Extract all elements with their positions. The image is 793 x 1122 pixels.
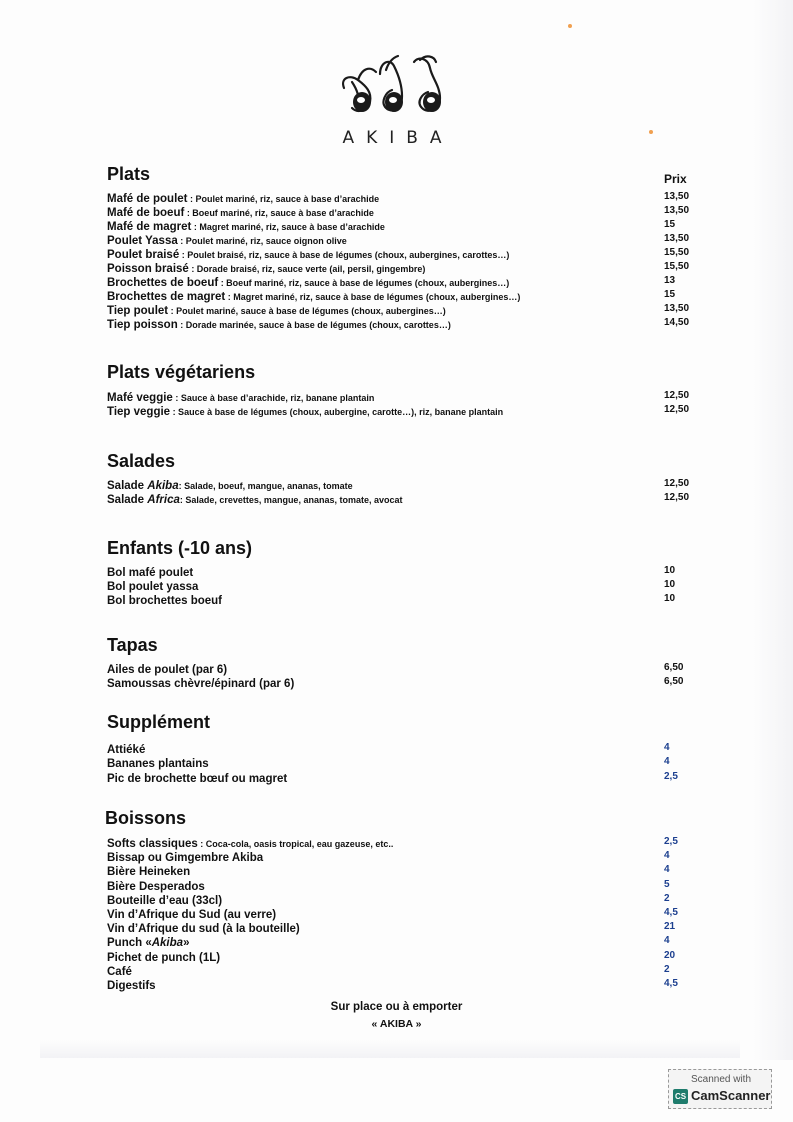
menu-item — [107, 276, 707, 290]
item-price: 13,50 — [664, 205, 690, 216]
menu-item — [107, 979, 707, 993]
item-name: Poulet Yassa — [107, 235, 178, 247]
item-price: 10 — [664, 593, 676, 604]
menu-item — [107, 493, 707, 507]
item-price: 13 — [664, 275, 676, 286]
item-price: 10 — [664, 579, 676, 590]
item-name: Vin d’Afrique du Sud (au verre) — [107, 909, 277, 921]
item-name: Salade — [107, 480, 148, 492]
item-description: : Sauce à base de légumes (choux, aubergine, carotte…), riz, banane plantain — [170, 407, 504, 417]
section-title-plats: Plats — [107, 164, 151, 184]
menu-item — [107, 234, 707, 248]
item-price: 12,50 — [664, 390, 690, 401]
item-price: 4,5 — [664, 907, 678, 918]
item-price: 4 — [664, 850, 670, 861]
menu-item — [107, 479, 707, 493]
item-price: 15 — [664, 289, 676, 300]
item-name: Bissap ou Gimgembre Akiba — [107, 852, 264, 864]
camscanner-watermark — [668, 1069, 772, 1109]
menu-item — [107, 262, 707, 276]
item-name: Ailes de poulet (par 6) — [107, 664, 228, 676]
section-title-tapas: Tapas — [107, 635, 158, 655]
item-name: Attiéké — [107, 744, 146, 756]
menu-item — [107, 880, 707, 894]
item-name: Poulet braisé — [107, 249, 180, 261]
menu-item — [107, 757, 707, 771]
section-title-salades: Salades — [107, 451, 176, 471]
item-description: : Sauce à base d’arachide, riz, banane plantain — [172, 393, 375, 403]
item-description: : Dorade braisé, riz, sauce verte (ail, persil, gingembre) — [188, 264, 426, 274]
scan-speck — [568, 24, 572, 28]
menu-item — [107, 922, 707, 936]
item-price: 12,50 — [664, 492, 690, 503]
item-name: Bière Heineken — [107, 866, 191, 878]
menu-item — [107, 220, 707, 234]
item-description: : Poulet mariné, riz, sauce à base d’arachide — [187, 194, 380, 204]
item-price: 13,50 — [664, 303, 690, 314]
item-price: 15 — [664, 219, 676, 230]
item-price: 2,5 — [664, 771, 678, 782]
menu-item — [107, 908, 707, 922]
menu-item — [107, 936, 707, 950]
item-price: 15,50 — [664, 247, 690, 258]
item-name: Bière Desperados — [107, 881, 205, 893]
item-price: 20 — [664, 950, 676, 961]
item-name: Mafé veggie — [107, 392, 173, 404]
scan-speck — [649, 130, 653, 134]
menu-item — [107, 865, 707, 879]
item-description: : Poulet mariné, riz, sauce oignon olive — [177, 236, 347, 246]
scan-edge-shadow — [753, 0, 793, 1060]
item-price: 13,50 — [664, 191, 690, 202]
camscanner-logo-icon: CS — [673, 1089, 688, 1104]
item-price: 4 — [664, 742, 670, 753]
item-name: Softs classiques — [107, 838, 198, 850]
item-price: 6,50 — [664, 676, 684, 687]
item-description: : Poulet braisé, riz, sauce à base de légumes (choux, aubergines, carottes…) — [179, 250, 510, 260]
item-name: Vin d’Afrique du sud (à la bouteille) — [107, 923, 300, 935]
item-description: : Dorade marinée, sauce à base de légumes (choux, carottes…) — [177, 320, 451, 330]
watermark-caption: Scanned with — [690, 1074, 752, 1085]
menu-item — [107, 965, 707, 979]
menu-item — [107, 663, 707, 677]
item-name: Punch « — [107, 937, 152, 949]
menu-item — [107, 580, 707, 594]
item-price: 4 — [664, 864, 670, 875]
item-name: Salade — [107, 494, 148, 506]
section-title-vegetariens: Plats végétariens — [107, 362, 256, 382]
section-title-supplement: Supplément — [107, 712, 211, 732]
menu-item — [107, 837, 707, 851]
watermark-brand: CamScanner — [691, 1088, 771, 1103]
item-name: Bananes plantains — [107, 758, 209, 770]
item-name: Brochettes de boeuf — [107, 277, 219, 289]
item-price: 13,50 — [664, 233, 690, 244]
item-description: : Boeuf mariné, riz, sauce à base de légumes (choux, aubergines…) — [218, 278, 510, 288]
menu-item — [107, 677, 707, 691]
menu-item — [107, 192, 707, 206]
menu-item — [107, 206, 707, 220]
menu-item — [107, 894, 707, 908]
section-title-enfants: Enfants (-10 ans) — [107, 538, 253, 558]
item-description: : Coca-cola, oasis tropical, eau gazeuse, etc.. — [197, 839, 394, 849]
item-name-suffix: » — [183, 937, 190, 949]
item-name-italic: Akiba — [147, 480, 179, 492]
item-name: Mafé de poulet — [107, 193, 188, 205]
menu-item — [107, 594, 707, 608]
menu-item — [107, 405, 707, 419]
menu-item — [107, 566, 707, 580]
item-description: : Poulet mariné, sauce à base de légumes (choux, aubergines…) — [168, 306, 446, 316]
item-price: 4 — [664, 756, 670, 767]
item-name: Bouteille d’eau (33cl) — [107, 895, 223, 907]
item-name: Pic de brochette bœuf ou magret — [107, 773, 288, 785]
item-description: : Boeuf mariné, riz, sauce à base d’arachide — [184, 208, 374, 218]
item-name: Digestifs — [107, 980, 156, 992]
item-name: Samoussas chèvre/épinard (par 6) — [107, 678, 295, 690]
item-price: 10 — [664, 565, 676, 576]
menu-item — [107, 772, 707, 786]
item-price: 12,50 — [664, 404, 690, 415]
brand-name: AKIBA — [342, 128, 454, 148]
menu-item — [107, 304, 707, 318]
item-price: 15,50 — [664, 261, 690, 272]
menu-item — [107, 391, 707, 405]
akiba-logo-icon — [336, 52, 456, 124]
item-name: Pichet de punch (1L) — [107, 952, 221, 964]
item-name: Tiep poulet — [107, 305, 169, 317]
item-description: : Magret mariné, riz, sauce à base de légumes (choux, aubergines…) — [225, 292, 521, 302]
item-name: Poisson braisé — [107, 263, 189, 275]
item-name: Mafé de magret — [107, 221, 192, 233]
item-name-italic: Africa — [147, 494, 180, 506]
menu-item — [107, 248, 707, 262]
item-name-italic: Akiba — [151, 937, 184, 949]
item-price: 2 — [664, 893, 670, 904]
item-price: 5 — [664, 879, 670, 890]
price-column-header: Prix — [664, 172, 687, 186]
footer-line-1: Sur place ou à emporter — [330, 1001, 463, 1013]
item-price: 12,50 — [664, 478, 690, 489]
item-price: 14,50 — [664, 317, 690, 328]
item-name: Tiep poisson — [107, 319, 178, 331]
item-price: 2 — [664, 964, 670, 975]
item-description: : Salade, boeuf, mangue, ananas, tomate — [178, 481, 353, 491]
footer-line-2: « AKIBA » — [371, 1018, 422, 1030]
scan-bottom-shade — [40, 1040, 740, 1058]
item-price: 2,5 — [664, 836, 678, 847]
section-title-boissons: Boissons — [105, 808, 187, 828]
menu-item — [107, 951, 707, 965]
item-price: 6,50 — [664, 662, 684, 673]
item-name: Café — [107, 966, 132, 978]
item-name: Tiep veggie — [107, 406, 171, 418]
menu-item — [107, 318, 707, 332]
item-price: 4 — [664, 935, 670, 946]
item-name: Brochettes de magret — [107, 291, 226, 303]
item-name: Bol mafé poulet — [107, 567, 194, 579]
item-description: : Magret mariné, riz, sauce à base d’arachide — [191, 222, 385, 232]
item-description: : Salade, crevettes, mangue, ananas, tomate, avocat — [179, 495, 403, 505]
item-name: Bol poulet yassa — [107, 581, 199, 593]
item-price: 21 — [664, 921, 676, 932]
menu-item — [107, 851, 707, 865]
menu-item — [107, 743, 707, 757]
item-price: 4,5 — [664, 978, 678, 989]
menu-item — [107, 290, 707, 304]
item-name: Mafé de boeuf — [107, 207, 185, 219]
item-name: Bol brochettes boeuf — [107, 595, 223, 607]
